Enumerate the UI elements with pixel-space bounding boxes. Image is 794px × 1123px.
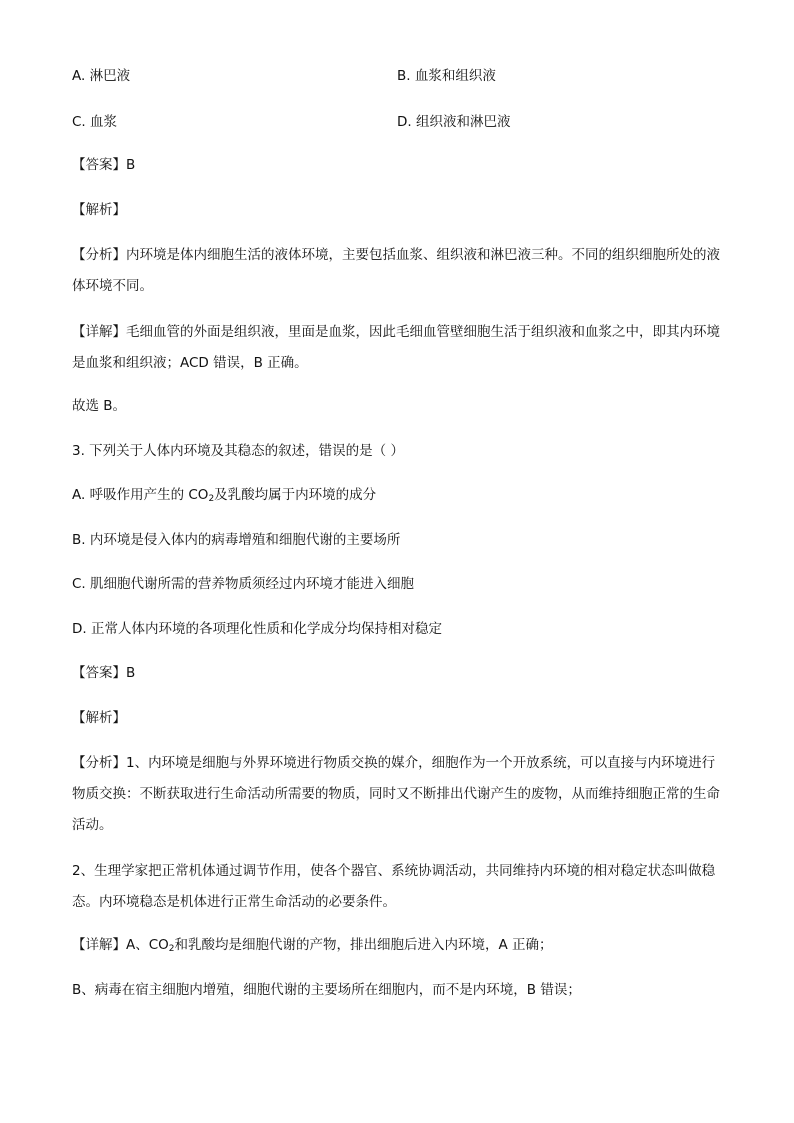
q2-answer: 【答案】B — [72, 157, 136, 173]
q2-option-d: D. 组织液和淋巴液 — [397, 114, 511, 130]
q2-guxuan: 故选 B。 — [72, 398, 127, 414]
q3-option-a — [72, 485, 376, 505]
q3-analysis-title: 【解析】 — [72, 710, 126, 726]
q3-stem: 3. 下列关于人体内环境及其稳态的叙述，错误的是（ ） — [72, 443, 404, 459]
q3-xiangjie-a-post: 和乳酸均是细胞代谢的产物，排出细胞后进入内环境，A 正确； — [174, 937, 553, 953]
q3-xiangjie-a-sub: 2 — [168, 944, 175, 954]
q3-xiangjie-b: B、病毒在宿主细胞内增殖，细胞代谢的主要场所在细胞内，而不是内环境，B 错误； — [72, 982, 581, 998]
q3-xiangjie-a-pre: 【详解】A、CO — [72, 937, 169, 953]
q3-option-a-post: 及乳酸均属于内环境的成分 — [214, 487, 377, 503]
q3-option-c: C. 肌细胞代谢所需的营养物质须经过内环境才能进入细胞 — [72, 576, 415, 592]
q3-xiangjie-a — [72, 935, 553, 955]
q2-analysis-title: 【解析】 — [72, 202, 126, 218]
q2-xiangjie: 【详解】毛细血管的外面是组织液，里面是血浆，因此毛细血管壁细胞生活于组织液和血浆之中，即其内环境是血浆和组织液；ACD 错误，B 正确。 — [72, 324, 720, 371]
q3-fenxi-2: 2、生理学家把正常机体通过调节作用，使各个器官、系统协调活动，共同维持内环境的相对稳定状态叫做稳态。内环境稳态是机体进行正常生命活动的必要条件。 — [72, 863, 716, 910]
q2-option-b: B. 血浆和组织液 — [397, 68, 496, 84]
q3-option-b: B. 内环境是侵入体内的病毒增殖和细胞代谢的主要场所 — [72, 532, 401, 548]
q3-option-a-sub: 2 — [208, 494, 215, 504]
q3-fenxi-1: 【分析】1、内环境是细胞与外界环境进行物质交换的媒介，细胞作为一个开放系统，可以直接与内环境进行物质交换：不断获取进行生命活动所需要的物质，同时又不断排出代谢产生的废物，从而维持细胞正常的生命活动。 — [72, 755, 720, 833]
q3-option-d: D. 正常人体内环境的各项理化性质和化学成分均保持相对稳定 — [72, 621, 442, 637]
q2-option-c: C. 血浆 — [72, 114, 118, 130]
q2-option-a: A. 淋巴液 — [72, 68, 131, 84]
q2-fenxi: 【分析】内环境是体内细胞生活的液体环境，主要包括血浆、组织液和淋巴液三种。不同的组织细胞所处的液体环境不同。 — [72, 247, 720, 294]
q3-option-a-pre: A. 呼吸作用产生的 CO — [72, 487, 209, 503]
q3-answer: 【答案】B — [72, 665, 136, 681]
